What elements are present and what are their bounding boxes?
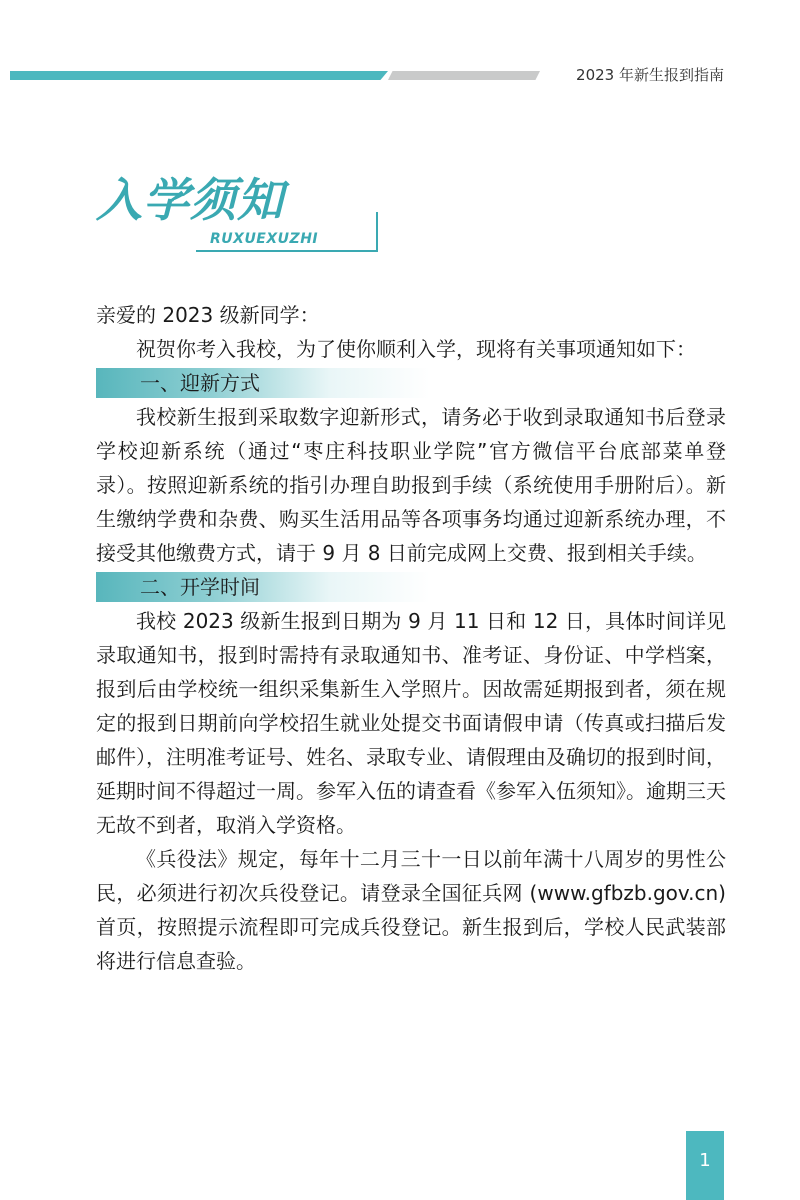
greeting: 亲爱的 2023 级新同学： <box>96 303 320 327</box>
header-gray-bar <box>388 71 540 80</box>
header-accent-bar <box>10 71 388 80</box>
header-title: 2023 年新生报到指南 <box>576 66 724 84</box>
section-heading: 二、开学时间 <box>96 572 430 602</box>
page-number: 1 <box>686 1131 724 1200</box>
paragraph: 《兵役法》规定，每年十二月三十一日以前年满十八周岁的男性公民，必须进行初次兵役登记。请登录全国征兵网 (www.gfbzb.gov.cn) 首页，按照提示流程即可完成兵役登记。新生报到后，学校人民武装部将进行信息查验。 <box>96 847 726 973</box>
paragraph: 我校 2023 级新生报到日期为 9 月 11 日和 12 日，具体时间详见录取通知书，报到时需持有录取通知书、准考证、身份证、中学档案，报到后由学校统一组织采集新生入学照片。因故需延期报到者，须在规定的报到日期前向学校招生就业处提交书面请假申请（传真或扫描后发邮件），注明准考证号、姓名、录取专业、请假理由及确切的报到时间，延期时间不得超过一周。参军入伍的请查看《参军入伍须知》。逾期三天无故不到者，取消入学资格。 <box>96 609 726 837</box>
page-subtitle: RUXUEXUZHI <box>210 231 319 247</box>
title-block <box>96 164 386 256</box>
section-heading: 一、迎新方式 <box>96 368 430 398</box>
paragraph: 我校新生报到采取数字迎新形式，请务必于收到录取通知书后登录学校迎新系统（通过“枣庄科技职业学院”官方微信平台底部菜单登录）。按照迎新系统的指引办理自助报到手续（系统使用手册附后）。新生缴纳学费和杂费、购买生活用品等各项事务均通过迎新系统办理，不接受其他缴费方式，请于 9 月 8 日前完成网上交费、报到相关手续。 <box>96 405 726 565</box>
intro-paragraph: 祝贺你考入我校，为了使你顺利入学，现将有关事项通知如下： <box>136 337 696 361</box>
page-title: 入学须知 <box>96 173 284 227</box>
document-body <box>96 298 726 978</box>
